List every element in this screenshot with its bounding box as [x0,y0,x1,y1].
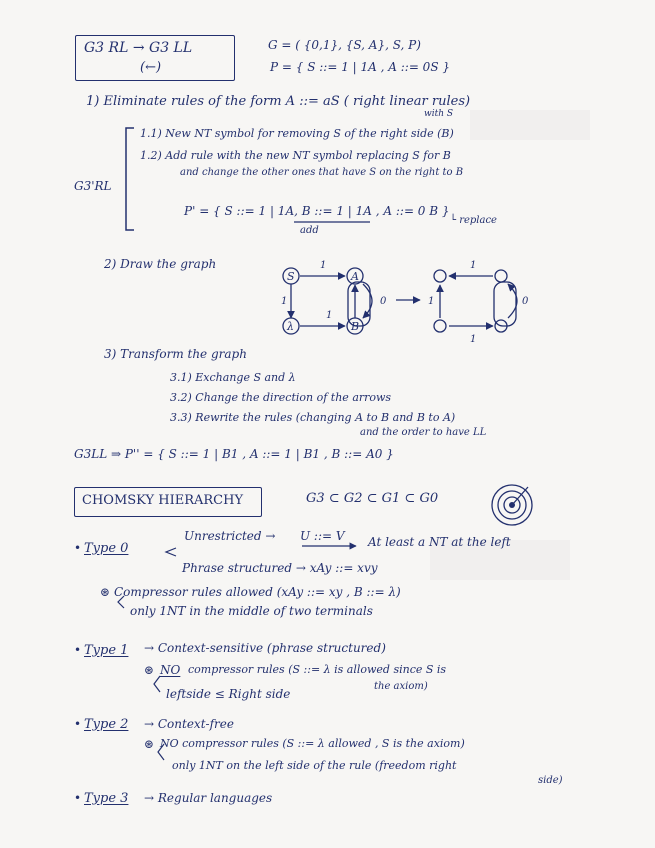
conversion-title: G3 RL → G3 LL [84,40,193,56]
type1-bracket [154,676,160,692]
type1-sides: leftside ≤ Right side [166,687,291,701]
graph-edge-label: 0 [380,296,387,307]
type1-desc: → Context-sensitive (phrase structured) [144,641,386,655]
type2-star: ⊛ [144,737,155,751]
graph2-edge-label: 0 [522,296,529,307]
type1-no: NO [160,663,181,677]
graph2-node [495,270,507,282]
p-prime: P' = { S ::= 1 | 1A, B ::= 1 | 1A , A ::= 0 B } [184,204,450,218]
graph2-edge-label: 1 [470,334,477,345]
grammar-inclusion: G3 ⊂ G2 ⊂ G1 ⊂ G0 [306,491,439,506]
type1-label: Type 1 [84,643,129,658]
step3-sub1: 3.1) Exchange S and λ [170,371,296,384]
type2-bullet: • [74,717,82,731]
type2-only-nt: only 1NT on the left side of the rule (freedom right [172,759,457,772]
type2-no-compressor: NO compressor rules (S ::= λ allowed , S is the axiom) [160,737,465,750]
type2-desc: → Context-free [144,717,234,731]
replace-note: └ replace [450,215,497,226]
graph-original [281,260,387,334]
add-note: add [300,225,319,236]
type0-label: Type 0 [84,541,129,556]
graph-node-s-label: S [287,270,295,283]
step3-sub3-cont: and the order to have LL [360,427,487,438]
graph2-node [434,270,446,282]
step2-title: 2) Draw the graph [104,257,217,271]
step1-with-s: with S [424,109,454,119]
type1-no-compressor: compressor rules (S ::= λ is allowed since S is [188,663,447,676]
step3-sub2: 3.2) Change the direction of the arrows [170,391,392,404]
graph-node-a-label: A [351,270,359,283]
type0-compressor: Compressor rules allowed (xAy ::= xy , B ::= λ) [114,585,401,599]
step1-sub2: 1.2) Add rule with the new NT symbol replacing S for B [140,149,451,162]
graph-edge-label: 1 [320,260,327,271]
grammar-definition: G = ( {0,1}, {S, A}, S, P) [268,38,421,52]
type0-bullet: • [74,541,82,555]
conversion-direction: (←) [140,60,162,75]
graph2-edge-label: 1 [470,260,477,271]
step3-title: 3) Transform the graph [104,347,247,361]
step1-title: 1) Eliminate rules of the form A ::= aS ( right linear rules) [86,94,471,109]
type0-only-nt: only 1NT in the middle of two terminals [130,604,373,618]
type2-side-end: side) [538,775,563,786]
graph2-edge-label: 1 [428,296,435,307]
type0-split [166,548,176,556]
type0-star: ⊛ [100,585,111,599]
target-doodle [492,485,532,525]
graph-edge-label: 1 [281,296,288,307]
type3-desc: → Regular languages [144,791,273,805]
chomsky-heading: CHOMSKY HIERARCHY [82,493,244,508]
type3-bullet: • [74,791,82,805]
grammar-productions: P = { S ::= 1 | 1A , A ::= 0S } [270,60,450,74]
type2-label: Type 2 [84,717,129,732]
type0-unrestricted: Unrestricted → [184,529,276,543]
step1-bracket [126,128,134,230]
type0-at-least: At least a NT at the left [368,535,511,549]
rl-label: G3'RL [74,179,112,193]
type3-label: Type 3 [84,791,129,806]
graph-edge-label: 1 [326,310,333,321]
graph-node-b-label: B [351,320,360,333]
type1-axiom: the axiom) [374,681,428,692]
type1-bullet: • [74,643,82,657]
step1-sub1: 1.1) New NT symbol for removing S of the right side (B) [140,127,454,140]
type0-rule: U ::= V [300,529,345,543]
step3-sub3: 3.3) Rewrite the rules (changing A to B and B to A) [170,411,456,424]
graph-transformed [428,260,529,345]
graph2-node [434,320,446,332]
type1-star: ⊛ [144,663,155,677]
step1-sub2-cont: and change the other ones that have S on the right to B [180,167,464,178]
g3ll-result: G3LL ⇒ P'' = { S ::= 1 | B1 , A ::= 1 | B1 , B ::= A0 } [74,447,394,461]
type0-phrase: Phrase structured → xAy ::= xvy [182,561,378,575]
graph-node-lambda-label: λ [287,320,294,333]
